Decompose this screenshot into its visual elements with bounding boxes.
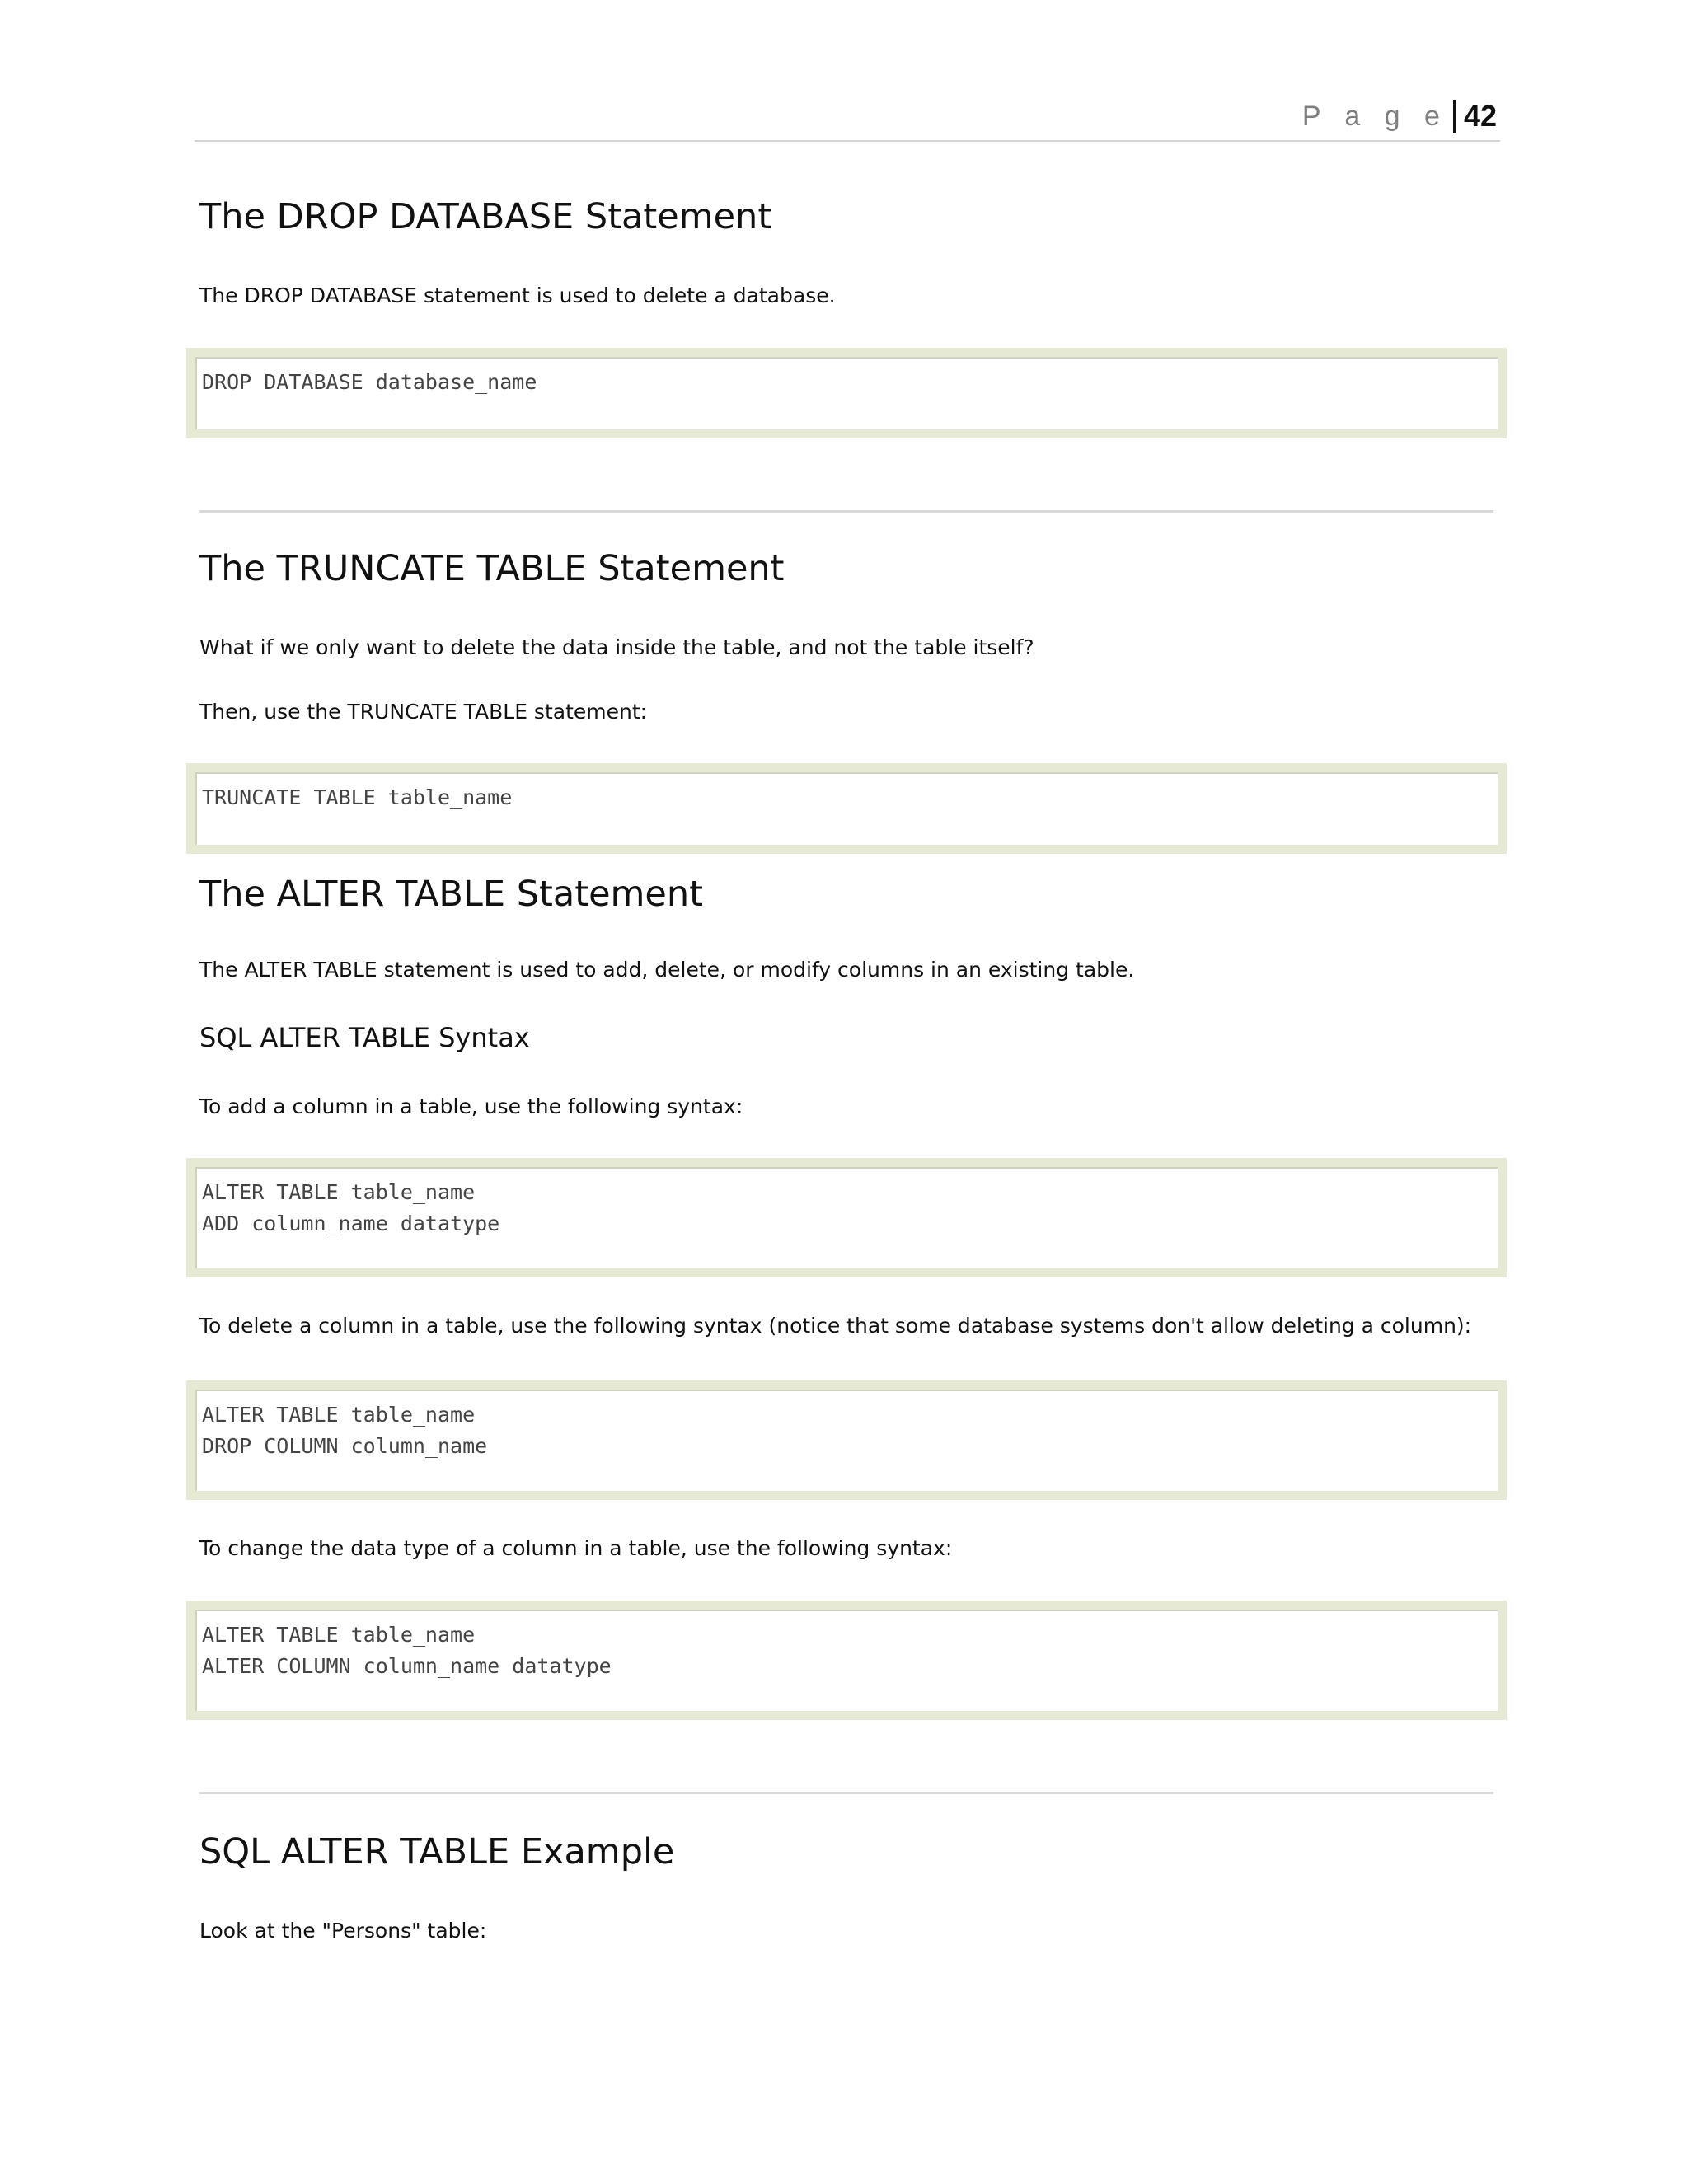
change-column-text: To change the data type of a column in a table, use the following syntax:	[199, 1536, 953, 1560]
delete-column-code-block	[186, 1380, 1507, 1500]
alter-example-heading: SQL ALTER TABLE Example	[199, 1831, 675, 1872]
alter-syntax-subheading: SQL ALTER TABLE Syntax	[199, 1022, 530, 1053]
alter-table-description: The ALTER TABLE statement is used to add, delete, or modify columns in an existing table.	[199, 958, 1135, 982]
code-line: TRUNCATE TABLE table_name	[202, 785, 513, 809]
change-column-code-block	[186, 1601, 1507, 1720]
section-divider	[199, 1792, 1493, 1794]
truncate-code-block	[186, 763, 1507, 854]
code-line: ALTER COLUMN column_name datatype	[202, 1654, 612, 1678]
page-number: 42	[1463, 99, 1497, 133]
section-divider	[199, 510, 1493, 513]
truncate-instruction: Then, use the TRUNCATE TABLE statement:	[199, 700, 648, 724]
code-line: DROP DATABASE database_name	[202, 370, 537, 394]
alter-table-heading: The ALTER TABLE Statement	[199, 874, 703, 915]
add-column-code-block	[186, 1158, 1507, 1277]
add-column-text: To add a column in a table, use the following syntax:	[199, 1094, 743, 1118]
code-line: ALTER TABLE table_name	[202, 1403, 476, 1427]
code-line: ALTER TABLE table_name	[202, 1180, 476, 1204]
code-line: ADD column_name datatype	[202, 1212, 500, 1235]
code-line: DROP COLUMN column_name	[202, 1434, 488, 1458]
drop-database-heading: The DROP DATABASE Statement	[199, 196, 772, 237]
drop-database-description: The DROP DATABASE statement is used to delete a database.	[199, 284, 836, 307]
delete-column-text: To delete a column in a table, use the following syntax (notice that some database systems don't allow deleting a column):	[199, 1314, 1472, 1338]
page-label: P a g e	[1301, 100, 1448, 132]
truncate-description: What if we only want to delete the data inside the table, and not the table itself?	[199, 635, 1034, 659]
truncate-table-heading: The TRUNCATE TABLE Statement	[199, 548, 785, 589]
page-header	[195, 92, 1500, 142]
page-separator	[1453, 100, 1456, 133]
page-number-block	[1302, 99, 1497, 134]
code-line: ALTER TABLE table_name	[202, 1623, 476, 1647]
drop-database-code-block	[186, 348, 1507, 438]
example-description: Look at the "Persons" table:	[199, 1919, 487, 1943]
